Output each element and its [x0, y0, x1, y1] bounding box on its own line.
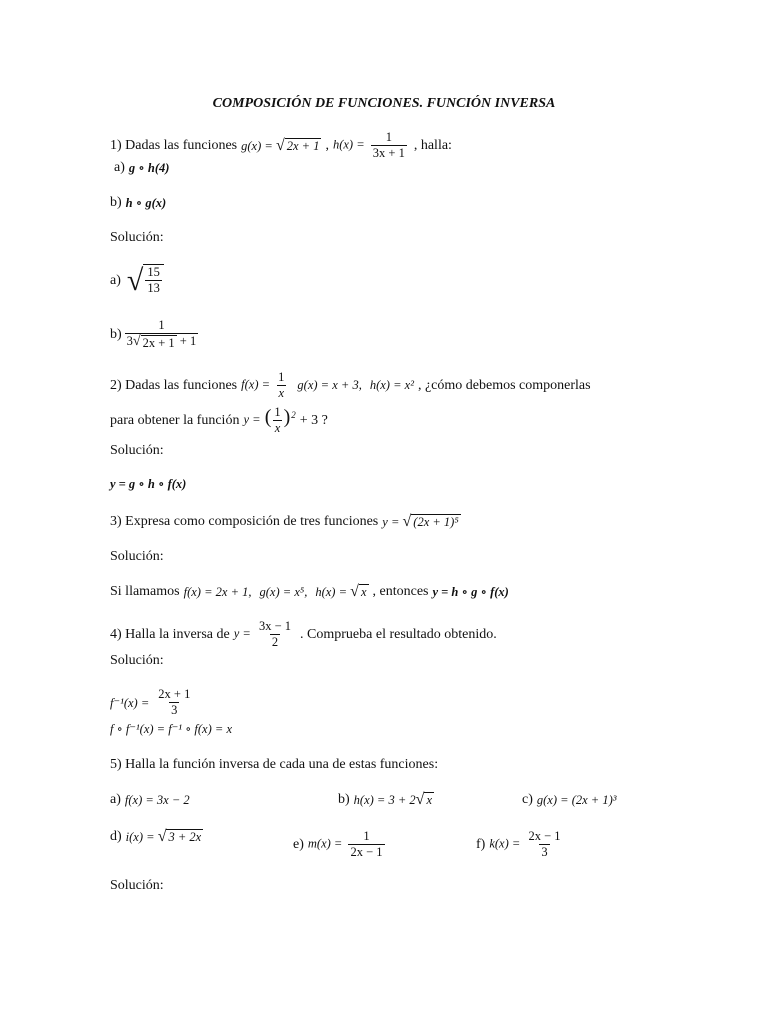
- denominator: 3: [541, 845, 548, 859]
- item-expression: [354, 792, 434, 808]
- sqrt: √ 2x + 1: [275, 136, 320, 154]
- inverse-lhs: f⁻¹(x) =: [110, 695, 150, 710]
- h-definition: h(x) = x²: [369, 378, 414, 392]
- fraction: [272, 405, 282, 436]
- problem-4-tail: . Comprueba el resultado obtenido.: [300, 626, 497, 642]
- lhs: h(x) = 3 + 2: [353, 793, 416, 807]
- page-title: COMPOSICIÓN DE FUNCIONES. FUNCIÓN INVERSA: [212, 96, 556, 111]
- denominator: 2: [271, 635, 279, 649]
- f-lhs: f(x) =: [241, 377, 274, 392]
- problem-5-statement: 5) Halla la función inversa de cada una de estas funciones:: [110, 757, 439, 772]
- radicand: x: [360, 585, 367, 599]
- item-expression: g ∘ h(4): [128, 161, 170, 175]
- item-label: b): [338, 792, 350, 807]
- item-expression: g(x) = (2x + 1)³: [536, 792, 617, 807]
- fraction: [156, 687, 192, 718]
- item-expression: f(x) = 3x − 2: [124, 792, 190, 807]
- numerator: 2x + 1: [158, 687, 191, 701]
- coef: 3: [126, 334, 133, 348]
- fraction: [257, 619, 293, 650]
- f-definition: [241, 370, 289, 401]
- lhs: i(x) =: [125, 830, 158, 844]
- solution-2: [110, 476, 190, 492]
- problem-1a: [114, 160, 173, 176]
- f-definition: f(x) = 2x + 1,: [183, 584, 252, 599]
- problem-2-line2-text: para obtener la función: [110, 412, 240, 428]
- item-label: b): [110, 195, 122, 210]
- sqrt: √ x: [350, 583, 367, 600]
- solution-label: Solución:: [110, 653, 164, 668]
- y-definition: [234, 619, 296, 650]
- numerator: 2x − 1: [528, 829, 561, 843]
- sqrt: √ 2x + 1: [132, 334, 175, 350]
- problem-2-intro: 2) Dadas las funciones: [110, 377, 238, 393]
- h-numerator: 1: [385, 130, 392, 144]
- entonces: , entonces: [372, 584, 429, 599]
- y-definition: [382, 514, 460, 530]
- numerator: 1: [278, 370, 285, 384]
- problem-5e: [293, 829, 392, 860]
- item-label: e): [293, 836, 304, 852]
- problem-2-line2: [110, 405, 328, 436]
- problem-5d: [110, 829, 207, 845]
- g-lhs: g(x) =: [241, 138, 276, 153]
- solution-label: Solución:: [110, 443, 164, 458]
- solution-3: [110, 584, 513, 600]
- solution-1b: [110, 318, 201, 351]
- h-definition: [315, 584, 368, 600]
- problem-1-statement: [110, 130, 452, 161]
- problem-3-statement: [110, 514, 465, 530]
- g-radicand: 2x + 1: [286, 138, 320, 153]
- lhs: m(x) =: [307, 836, 346, 851]
- fraction: [276, 370, 286, 401]
- exponent: 2: [291, 410, 296, 421]
- h-lhs: h(x) =: [315, 585, 351, 599]
- open-paren: (: [264, 406, 272, 429]
- problem-4-intro: 4) Halla la inversa de: [110, 626, 230, 642]
- fraction: [526, 829, 562, 860]
- item-label: b): [110, 326, 122, 342]
- lhs: k(x) =: [489, 836, 524, 851]
- radicand: 3 + 2x: [168, 830, 202, 844]
- y-lhs: y =: [243, 412, 264, 427]
- plus-one: + 1: [176, 334, 197, 348]
- item-expression: [126, 829, 204, 845]
- numerator: 1: [274, 405, 281, 419]
- h-definition: [333, 130, 410, 161]
- problem-5f: [476, 829, 570, 860]
- item-label: f): [476, 836, 486, 852]
- halla-text: , halla:: [413, 137, 452, 153]
- answer-expression: y = g ∘ h ∘ f(x): [110, 477, 187, 491]
- numerator: 1: [363, 829, 370, 843]
- solution-4-check: [110, 721, 236, 737]
- solution-4-inverse: [110, 687, 195, 718]
- y-lhs: y =: [233, 626, 254, 641]
- solution-1a: [110, 264, 164, 298]
- problem-5a: [110, 792, 194, 808]
- sqrt: √ x: [415, 791, 433, 808]
- sqrt: √ $\frac{15}{13}$: [127, 264, 164, 298]
- si-llamamos: Si llamamos: [110, 584, 180, 599]
- solution-label: Solución:: [110, 549, 164, 564]
- denominator: [125, 333, 199, 351]
- denominator: x: [274, 421, 281, 435]
- h-fraction: [371, 130, 407, 161]
- g-definition: g(x) = x + 3,: [297, 378, 362, 392]
- item-label: c): [522, 792, 533, 807]
- check-expression: f ∘ f⁻¹(x) = f⁻¹ ∘ f(x) = x: [110, 722, 233, 736]
- g-definition: [241, 138, 321, 154]
- item-label: a): [110, 792, 121, 807]
- denominator: x: [278, 386, 285, 400]
- answer-expression: y = h ∘ g ∘ f(x): [432, 585, 509, 599]
- sqrt: √ 3 + 2x: [157, 828, 202, 845]
- close-paren: ): [283, 406, 291, 429]
- problem-4-statement: [110, 619, 497, 650]
- problem-1-intro: 1) Dadas las funciones: [110, 137, 238, 153]
- y-tail: + 3 ?: [299, 412, 328, 428]
- problem-5c: [522, 792, 621, 808]
- numerator: 3x − 1: [258, 619, 292, 633]
- item-expression: h ∘ g(x): [125, 196, 167, 210]
- problem-2-statement: [110, 370, 591, 401]
- item-label: d): [110, 829, 122, 844]
- radicand: (2x + 1)⁵: [413, 515, 459, 529]
- problem-5b: [338, 792, 438, 808]
- problem-3-intro: 3) Expresa como composición de tres funciones: [110, 514, 379, 529]
- solution-label: Solución:: [110, 230, 164, 245]
- denominator: 13: [147, 281, 160, 295]
- g-definition: g(x) = x⁵,: [259, 584, 308, 599]
- y-lhs: y =: [382, 515, 403, 529]
- fraction: [125, 318, 199, 351]
- item-label: a): [114, 160, 125, 175]
- radicand: 2x + 1: [142, 336, 175, 350]
- item-expression: [489, 829, 565, 860]
- sqrt: √ (2x + 1)⁵: [402, 513, 459, 530]
- y-definition: [243, 405, 295, 436]
- fraction: [143, 264, 164, 298]
- item-expression: [308, 829, 388, 860]
- denominator: 2x − 1: [350, 845, 383, 859]
- h-lhs: h(x) =: [332, 137, 368, 152]
- denominator: 3: [171, 703, 178, 717]
- numerator: 15: [147, 265, 160, 279]
- radicand: x: [426, 793, 433, 807]
- item-label: a): [110, 273, 121, 288]
- fraction: [348, 829, 384, 860]
- problem-1b: [110, 195, 170, 211]
- comma: ,: [325, 137, 329, 153]
- solution-label: Solución:: [110, 878, 164, 893]
- numerator: 1: [158, 318, 165, 332]
- h-denominator: 3x + 1: [372, 146, 405, 160]
- problem-2-tail: , ¿cómo debemos componerlas: [417, 377, 591, 393]
